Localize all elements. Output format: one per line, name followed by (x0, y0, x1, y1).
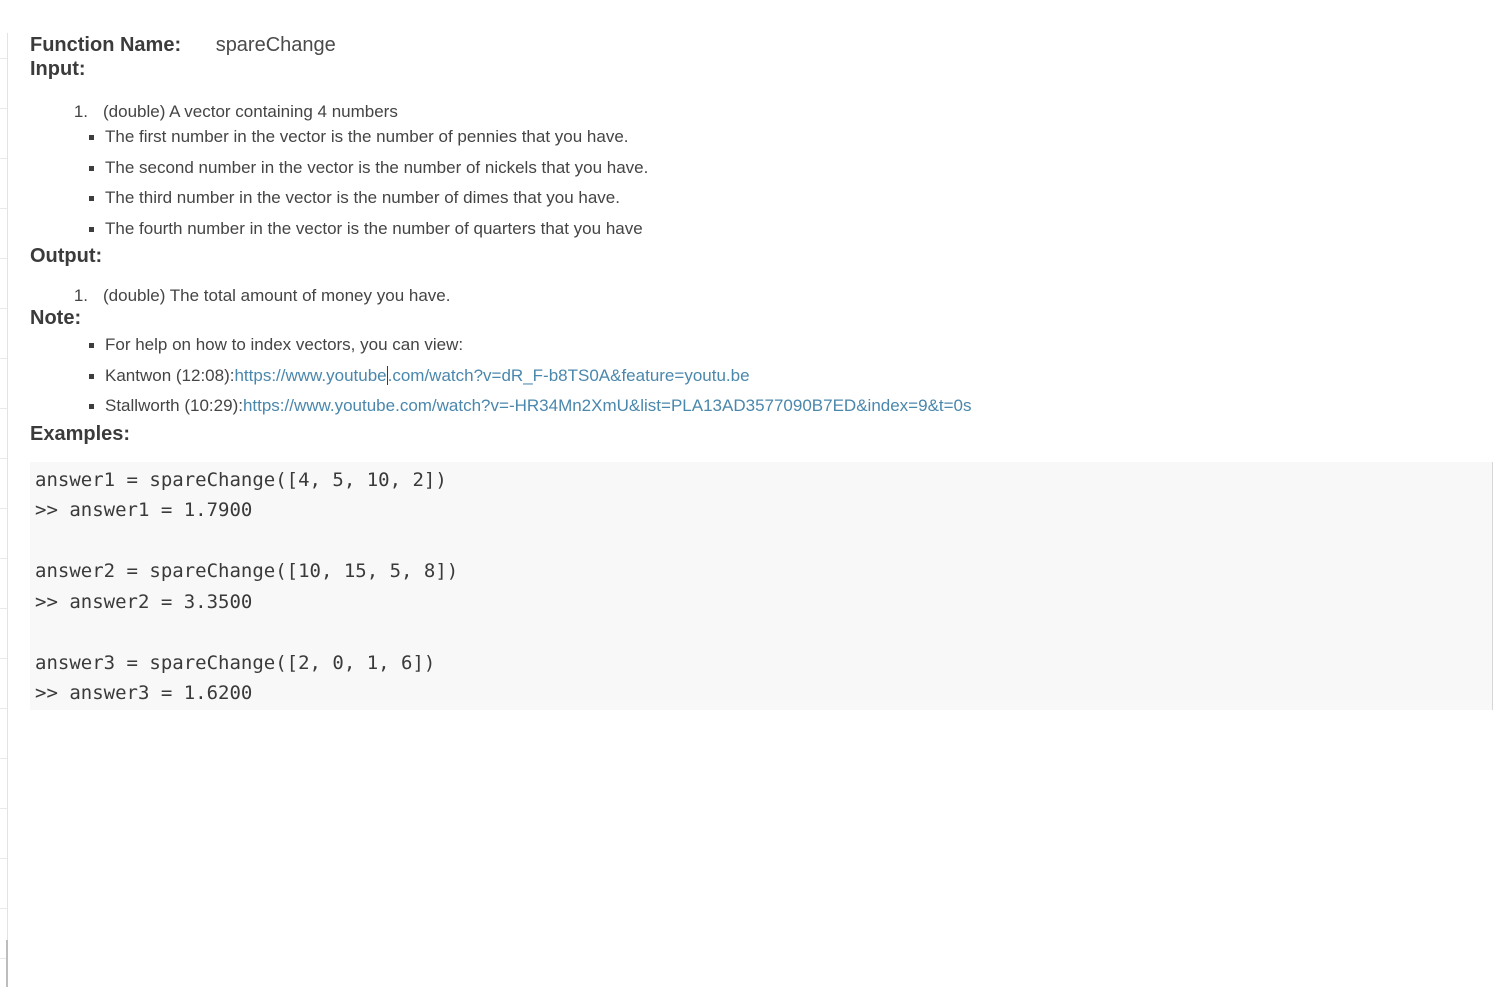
bullet-text: The third number in the vector is the number of dimes that you have. (105, 188, 620, 207)
bullet-square-icon (89, 153, 105, 184)
function-name-row (30, 33, 1493, 57)
list-item (30, 183, 1493, 214)
list-number: 1. (73, 102, 88, 121)
code-line: >> answer3 = 1.6200 (35, 682, 253, 704)
bullet-square-icon (89, 391, 105, 422)
video-label: Stallworth (10:29): (105, 396, 243, 415)
page-background (0, 33, 1506, 987)
output-list-item (30, 286, 1493, 306)
left-table-edge-dark-segment (6, 940, 8, 987)
bullet-square-icon (89, 214, 105, 245)
input-list-item (30, 102, 1493, 122)
note-intro-text: For help on how to index vectors, you can view: (105, 335, 464, 354)
bullet-square-icon (89, 122, 105, 153)
list-item (30, 214, 1493, 245)
list-item (30, 361, 1493, 392)
input-bullet-list (30, 122, 1493, 244)
input-heading: Input: (30, 58, 86, 80)
output-heading: Output: (30, 245, 103, 267)
code-line: answer3 = spareChange([2, 0, 1, 6]) (35, 651, 436, 674)
list-item (30, 153, 1493, 184)
list-item (30, 330, 1493, 361)
bullet-text: The second number in the vector is the number of nickels that you have. (105, 157, 649, 177)
code-line: answer1 = spareChange([4, 5, 10, 2]) (35, 468, 447, 491)
function-name-label: Function Name: (30, 34, 182, 56)
function-name-value: spareChange (215, 34, 336, 56)
video-label: Kantwon (12:08): (105, 365, 235, 385)
code-line: answer2 = spareChange([10, 15, 5, 8]) (35, 560, 459, 582)
stallworth-video-link[interactable]: https://www.youtube.com/watch?v=-HR34Mn2XmU&list=PLA13AD3577090B7ED&index=9&t=0s (242, 396, 972, 415)
left-table-edge (0, 33, 8, 987)
bullet-text: The first number in the vector is the number of pennies that you have. (105, 127, 629, 146)
note-bullet-list (30, 330, 1493, 422)
kantwon-video-link[interactable] (234, 361, 749, 392)
note-heading: Note: (30, 307, 82, 329)
output-item-text: (double) The total amount of money you have. (103, 286, 451, 305)
list-number: 1. (73, 286, 88, 305)
list-item (30, 391, 1493, 422)
examples-heading: Examples: (30, 422, 131, 445)
examples-code-block (30, 462, 1493, 710)
assignment-description (30, 33, 1493, 710)
link-text-before-caret: https://www.youtube (234, 365, 387, 385)
bullet-square-icon (89, 330, 105, 361)
code-line (35, 617, 1492, 648)
code-line: >> answer2 = 3.3500 (35, 590, 253, 613)
bullet-square-icon (89, 361, 105, 392)
code-line: >> answer1 = 1.7900 (35, 499, 253, 521)
code-line (35, 526, 1492, 557)
bullet-text: The fourth number in the vector is the number of quarters that you have (105, 218, 643, 238)
link-text-after-caret: .com/watch?v=dR_F-b8TS0A&feature=youtu.be (387, 365, 750, 385)
list-item (30, 122, 1493, 153)
input-item-text: (double) A vector containing 4 numbers (103, 102, 398, 121)
bullet-square-icon (89, 183, 105, 214)
